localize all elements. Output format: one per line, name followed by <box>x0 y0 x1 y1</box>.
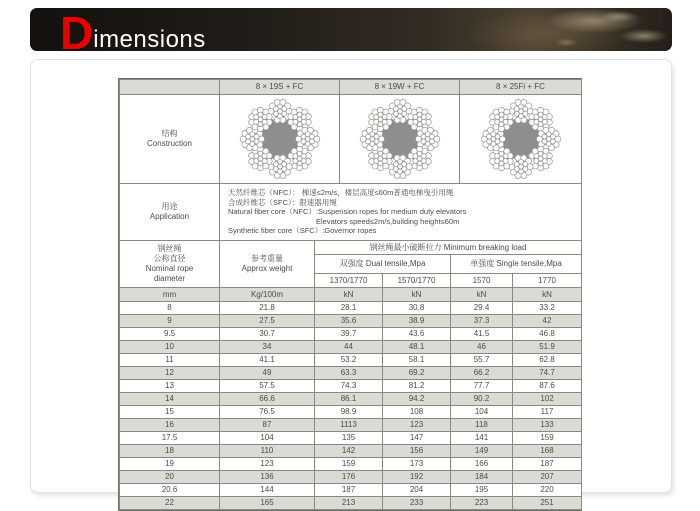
table-cell: 63.3 <box>315 367 383 380</box>
unit-kn-1: kN <box>315 288 383 302</box>
table-cell: 11 <box>120 354 220 367</box>
table-cell: 144 <box>220 484 315 497</box>
table-cell: 223 <box>451 497 513 510</box>
table-cell: 20 <box>120 471 220 484</box>
rope-type-8x25Fi: 8 × 25Fi + FC <box>460 80 582 95</box>
table-row <box>120 380 582 393</box>
col1-header-line4: diameter <box>153 274 186 283</box>
table-cell: 90.2 <box>451 393 513 406</box>
table-cell: 33.2 <box>513 302 582 315</box>
table-cell: 77.7 <box>451 380 513 393</box>
table-cell: 29.4 <box>451 302 513 315</box>
grade-1570: 1570 <box>451 274 513 288</box>
table-cell: 118 <box>451 419 513 432</box>
application-line-5: Synthetic fiber core（SFC）:Governor ropes <box>228 226 377 236</box>
table-row <box>120 432 582 445</box>
col1-header-line3: Nominal rope <box>145 264 194 273</box>
table-row <box>120 328 582 341</box>
table-cell: 187 <box>315 484 383 497</box>
table-cell: 195 <box>451 484 513 497</box>
table-row <box>120 445 582 458</box>
table-cell: 74.7 <box>513 367 582 380</box>
table-cell: 12 <box>120 367 220 380</box>
construction-label <box>120 95 220 184</box>
grade-1770: 1770 <box>513 274 582 288</box>
table-cell: 48.1 <box>383 341 451 354</box>
table-cell: 87 <box>220 419 315 432</box>
table-cell: 58.1 <box>383 354 451 367</box>
table-cell: 30.7 <box>220 328 315 341</box>
rope-type-header-row <box>120 80 582 95</box>
table-cell: 44 <box>315 341 383 354</box>
table-cell: 173 <box>383 458 451 471</box>
table-cell: 22 <box>120 497 220 510</box>
table-cell: 192 <box>383 471 451 484</box>
table-cell: 136 <box>220 471 315 484</box>
table-cell: 46.8 <box>513 328 582 341</box>
table-cell: 159 <box>513 432 582 445</box>
rope-cross-section-8x25Fi-diagram <box>473 97 569 181</box>
table-row <box>120 419 582 432</box>
col1-header-line2: 公称直径 <box>153 254 186 263</box>
grade-1370-1770: 1370/1770 <box>315 274 383 288</box>
col2-header-line2: Approx weight <box>241 264 293 273</box>
unit-mm: mm <box>120 288 220 302</box>
table-cell: 69.2 <box>383 367 451 380</box>
table-cell: 35.6 <box>315 315 383 328</box>
empty-header-cell <box>120 80 220 95</box>
table-cell: 41.5 <box>451 328 513 341</box>
table-cell: 220 <box>513 484 582 497</box>
table-cell: 62.8 <box>513 354 582 367</box>
table-cell: 117 <box>513 406 582 419</box>
table-cell: 81.2 <box>383 380 451 393</box>
unit-kn-3: kN <box>451 288 513 302</box>
application-label-cn: 用途 <box>161 202 178 211</box>
table-cell: 141 <box>451 432 513 445</box>
application-line-3: Natural fiber core（NFC）:Suspension ropes for medium duty elevators <box>228 207 467 217</box>
construction-row <box>120 95 582 184</box>
col2-header-line1: 参考重量 <box>251 254 283 263</box>
table-cell: 18 <box>120 445 220 458</box>
rope-type-8x19S: 8 × 19S + FC <box>220 80 340 95</box>
unit-kg100m: Kg/100m <box>220 288 315 302</box>
table-row <box>120 484 582 497</box>
table-cell: 74.3 <box>315 380 383 393</box>
table-cell: 14 <box>120 393 220 406</box>
table-cell: 16 <box>120 419 220 432</box>
table-cell: 110 <box>220 445 315 458</box>
construction-label-en: Construction <box>147 139 192 148</box>
table-cell: 49 <box>220 367 315 380</box>
table-cell: 13 <box>120 380 220 393</box>
table-cell: 41.1 <box>220 354 315 367</box>
diagram-cell-1 <box>220 95 340 184</box>
construction-label-cn: 结构 <box>161 129 178 138</box>
unit-kn-2: kN <box>383 288 451 302</box>
rope-cross-section-8x19S-diagram <box>232 97 328 181</box>
table-cell: 10 <box>120 341 220 354</box>
construction-table <box>119 79 582 241</box>
table-cell: 165 <box>220 497 315 510</box>
table-row <box>120 367 582 380</box>
table-cell: 28.1 <box>315 302 383 315</box>
spec-table-container <box>118 78 582 511</box>
table-cell: 39.7 <box>315 328 383 341</box>
table-cell: 168 <box>513 445 582 458</box>
spec-card <box>30 59 672 507</box>
table-cell: 8 <box>120 302 220 315</box>
table-row <box>120 471 582 484</box>
application-line-1: 天然纤维芯（NFC）： 梯速≤2m/s，楼层高度≤60m普通电梯曳引用绳 <box>228 188 454 198</box>
table-cell: 9.5 <box>120 328 220 341</box>
table-cell: 123 <box>383 419 451 432</box>
nominal-diameter-header <box>120 241 220 288</box>
table-cell: 213 <box>315 497 383 510</box>
diagram-cell-2 <box>340 95 460 184</box>
table-cell: 17.5 <box>120 432 220 445</box>
table-row <box>120 393 582 406</box>
table-cell: 20.6 <box>120 484 220 497</box>
rope-cross-section-8x19W-diagram <box>352 97 448 181</box>
table-cell: 87.6 <box>513 380 582 393</box>
table-cell: 42 <box>513 315 582 328</box>
units-row <box>120 288 582 302</box>
application-text <box>220 184 582 241</box>
table-cell: 76.5 <box>220 406 315 419</box>
dual-tensile-header: 双强度 Dual tensile,Mpa <box>315 255 451 274</box>
table-cell: 123 <box>220 458 315 471</box>
approx-weight-header <box>220 241 315 288</box>
table-cell: 30.8 <box>383 302 451 315</box>
data-rows <box>120 302 582 510</box>
application-row <box>120 184 582 241</box>
table-cell: 43.6 <box>383 328 451 341</box>
table-cell: 142 <box>315 445 383 458</box>
table-row <box>120 406 582 419</box>
dimensions-banner <box>30 8 672 51</box>
table-cell: 108 <box>383 406 451 419</box>
table-cell: 102 <box>513 393 582 406</box>
table-cell: 27.5 <box>220 315 315 328</box>
application-label <box>120 184 220 241</box>
table-cell: 251 <box>513 497 582 510</box>
table-cell: 166 <box>451 458 513 471</box>
application-line-2: 合成纤维芯（SFC）：限速器用绳 <box>228 197 337 207</box>
rope-type-8x19W: 8 × 19W + FC <box>340 80 460 95</box>
table-row <box>120 497 582 510</box>
grade-1570-1770: 1570/1770 <box>383 274 451 288</box>
breaking-load-table <box>119 240 582 510</box>
table-cell: 46 <box>451 341 513 354</box>
table-cell: 66.6 <box>220 393 315 406</box>
table-row <box>120 458 582 471</box>
table-cell: 57.5 <box>220 380 315 393</box>
single-tensile-header: 单强度 Single tensile,Mpa <box>451 255 582 274</box>
table-cell: 159 <box>315 458 383 471</box>
minimum-breaking-load-header: 钢丝绳最小破断拉力 Minimum breaking load <box>315 241 582 255</box>
breaking-load-header-row <box>120 241 582 255</box>
table-cell: 94.2 <box>383 393 451 406</box>
table-cell: 38.9 <box>383 315 451 328</box>
table-cell: 98.9 <box>315 406 383 419</box>
table-cell: 1113 <box>315 419 383 432</box>
table-cell: 149 <box>451 445 513 458</box>
banner-texture-image <box>319 8 672 51</box>
table-cell: 176 <box>315 471 383 484</box>
table-cell: 187 <box>513 458 582 471</box>
table-row <box>120 354 582 367</box>
table-cell: 184 <box>451 471 513 484</box>
table-cell: 147 <box>383 432 451 445</box>
table-cell: 51.9 <box>513 341 582 354</box>
table-cell: 55.7 <box>451 354 513 367</box>
table-cell: 204 <box>383 484 451 497</box>
table-cell: 135 <box>315 432 383 445</box>
page-title: imensions <box>93 26 206 51</box>
table-row <box>120 341 582 354</box>
unit-kn-4: kN <box>513 288 582 302</box>
table-cell: 86.1 <box>315 393 383 406</box>
banner-initial-letter: D <box>60 8 94 51</box>
table-cell: 66.2 <box>451 367 513 380</box>
application-line-4: Elevators speed≤2m/s,building height≤60m <box>316 216 460 226</box>
table-cell: 233 <box>383 497 451 510</box>
table-cell: 104 <box>220 432 315 445</box>
table-cell: 207 <box>513 471 582 484</box>
table-cell: 37.3 <box>451 315 513 328</box>
table-cell: 156 <box>383 445 451 458</box>
application-label-en: Application <box>149 212 190 221</box>
table-cell: 34 <box>220 341 315 354</box>
col1-header-line1: 钢丝绳 <box>157 244 182 253</box>
table-cell: 21.8 <box>220 302 315 315</box>
table-cell: 133 <box>513 419 582 432</box>
table-row <box>120 315 582 328</box>
table-cell: 9 <box>120 315 220 328</box>
table-cell: 53.2 <box>315 354 383 367</box>
table-cell: 15 <box>120 406 220 419</box>
table-row <box>120 302 582 315</box>
diagram-cell-3 <box>460 95 582 184</box>
table-cell: 104 <box>451 406 513 419</box>
table-cell: 19 <box>120 458 220 471</box>
